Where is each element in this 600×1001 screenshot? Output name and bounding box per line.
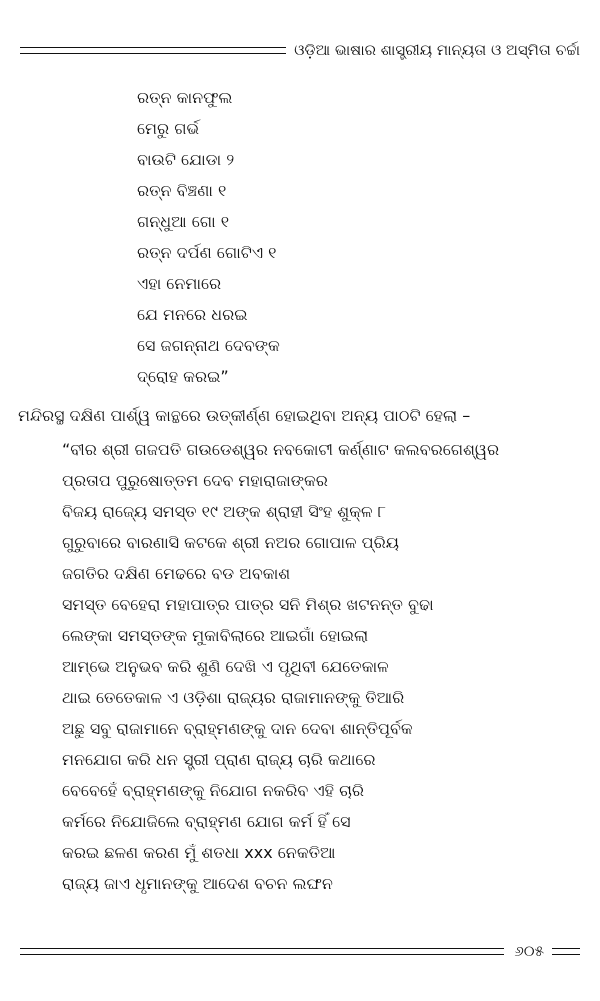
verse-line: ବାଉଟି ଯୋଡା ୨ [137, 150, 235, 169]
verse-line: ରତ୍ନ ବିଞ୍ଚଣା ୧ [137, 181, 227, 200]
inscription-line: ମନଯୋଗ କରି ଧନ ସ୍ତ୍ରୀ ପ୍ରାଣ ରାଜ୍ୟ ଚାରି କଥାରେ [62, 750, 376, 769]
inscription-line: ଜଗତିର ଦକ୍ଷିଣ ମେଢରେ ବଡ ଅବକାଶ [62, 564, 291, 583]
inscription-line: ବିଜୟ ରାଜ୍ୟେ ସମସ୍ତ ୧୯ ଅଙ୍କ ଶ୍ରାହୀ ସିଂହ ଶୁକ୍ଳ ୮ [62, 502, 387, 521]
verse-line: ସେ ଜଗନ୍ନାଥ ଦେବଙ୍କ [137, 336, 280, 355]
inscription-line: ପ୍ରତାପ ପୁରୁଷୋତ୍ତମ ଦେବ ମହାରାଜାଙ୍କର [62, 471, 328, 490]
page-number: ୬୦୫ [514, 942, 544, 960]
inscription-line: କରଇ ଛଳଣ କରଣ ମୁଁ ଶତଧା xxx ନେକତିଆ [62, 843, 336, 862]
verse-line: ଯେ ମନରେ ଧରଇ [137, 305, 248, 324]
inscription-line: ଆମ୍ଭେ ଅନୁଭବ କରି ଶୁଣି ଦେଖି ଏ ପୃଥିବୀ ଯେତେକାଳ [62, 657, 389, 676]
verse-line: ମେରୁ ଗର୍ଭ [137, 119, 200, 138]
inscription-line: ଅଛୁ ସବୁ ରାଜାମାନେ ବ୍ରାହ୍ମଣଙ୍କୁ ଦାନ ଦେବା ଶାନ୍ତିପୂର୍ବକ [62, 719, 413, 738]
inscription-line: ରାଜ୍ୟ ଜାଏ ଧୃମାନଙ୍କୁ ଆଦେଶ ବଚନ ଲଙ୍ଘନ [62, 874, 333, 893]
inscription-line: ଗୁରୁବାରେ ବାରଣାସି କଟକେ ଶ୍ରୀ ନଅର ଗୋପାଳ ପ୍ରିୟ [62, 533, 399, 552]
inscription-line: ସମସ୍ତ ବେହେରା ମହାପାତ୍ର ପାତ୍ର ସନି ମିଶ୍ର ଖଟନନ୍ତ ବୁଢା [62, 595, 434, 614]
verse-block [137, 82, 280, 392]
footer-rule-right [552, 948, 580, 955]
footer-rule-left [20, 948, 504, 955]
header-rule [20, 47, 286, 54]
inscription-line: କର୍ମରେ ନିଯୋଜିଲେ ବ୍ରାହ୍ମଣ ଯୋଗ କର୍ମ ହିଁ ସେ [62, 812, 351, 831]
header-title: ଓଡ଼ିଆ ଭାଷାର ଶାସ୍ତ୍ରୀୟ ମାନ୍ୟତା ଓ ଅସ୍ମିତା ଚର୍ଚ୍ଚା [294, 41, 580, 59]
verse-line: ରତ୍ନ ଦର୍ପଣ ଗୋଟିଏ ୧ [137, 243, 277, 262]
inscription-line: “ବୀର ଶ୍ରୀ ଗଜପତି ଗଉଡେଶ୍ୱର ନବକୋଟୀ କର୍ଣ୍ଣାଟ କଲବରଗେଶ୍ୱର [62, 440, 500, 459]
verse-line: ଦ୍ରୋହ କରଇ” [137, 367, 229, 386]
verse-line: ଗନ୍ଧୁଆ ଗୋ ୧ [137, 212, 230, 231]
verse-line: ଏହା ନେମାରେ [137, 274, 222, 293]
inscription-block [62, 434, 582, 899]
inscription-line: ଲେଙ୍କା ସମସ୍ତଙ୍କ ମୁକାବିଲାରେ ଆଇଗାଁ ହୋଇଲା [62, 626, 369, 645]
running-header [20, 30, 580, 70]
page-footer [20, 936, 580, 966]
inscription-line: ଥାଇ ତେତେକାଳ ଏ ଓଡ଼ିଶା ରାଜ୍ୟର ରାଜାମାନଙ୍କୁ ତିଆରି [62, 688, 405, 707]
intro-paragraph: ମନ୍ଦିରସ୍ଥ ଦକ୍ଷିଣ ପାର୍ଶ୍ୱ କାନ୍ଥରେ ଉତ୍କୀର୍ଣ୍ଣ ହୋଇଥିବା ଅନ୍ୟ ପାଠଟି ହେଲା – [18, 406, 471, 425]
verse-line: ରତ୍ନ କାନଫୁଲ [137, 88, 233, 107]
inscription-line: ବେବେହେଁ ବ୍ରାହ୍ମଣଙ୍କୁ ନିଯୋଗ ନକରିବ ଏହି ଚାରି [62, 781, 364, 800]
